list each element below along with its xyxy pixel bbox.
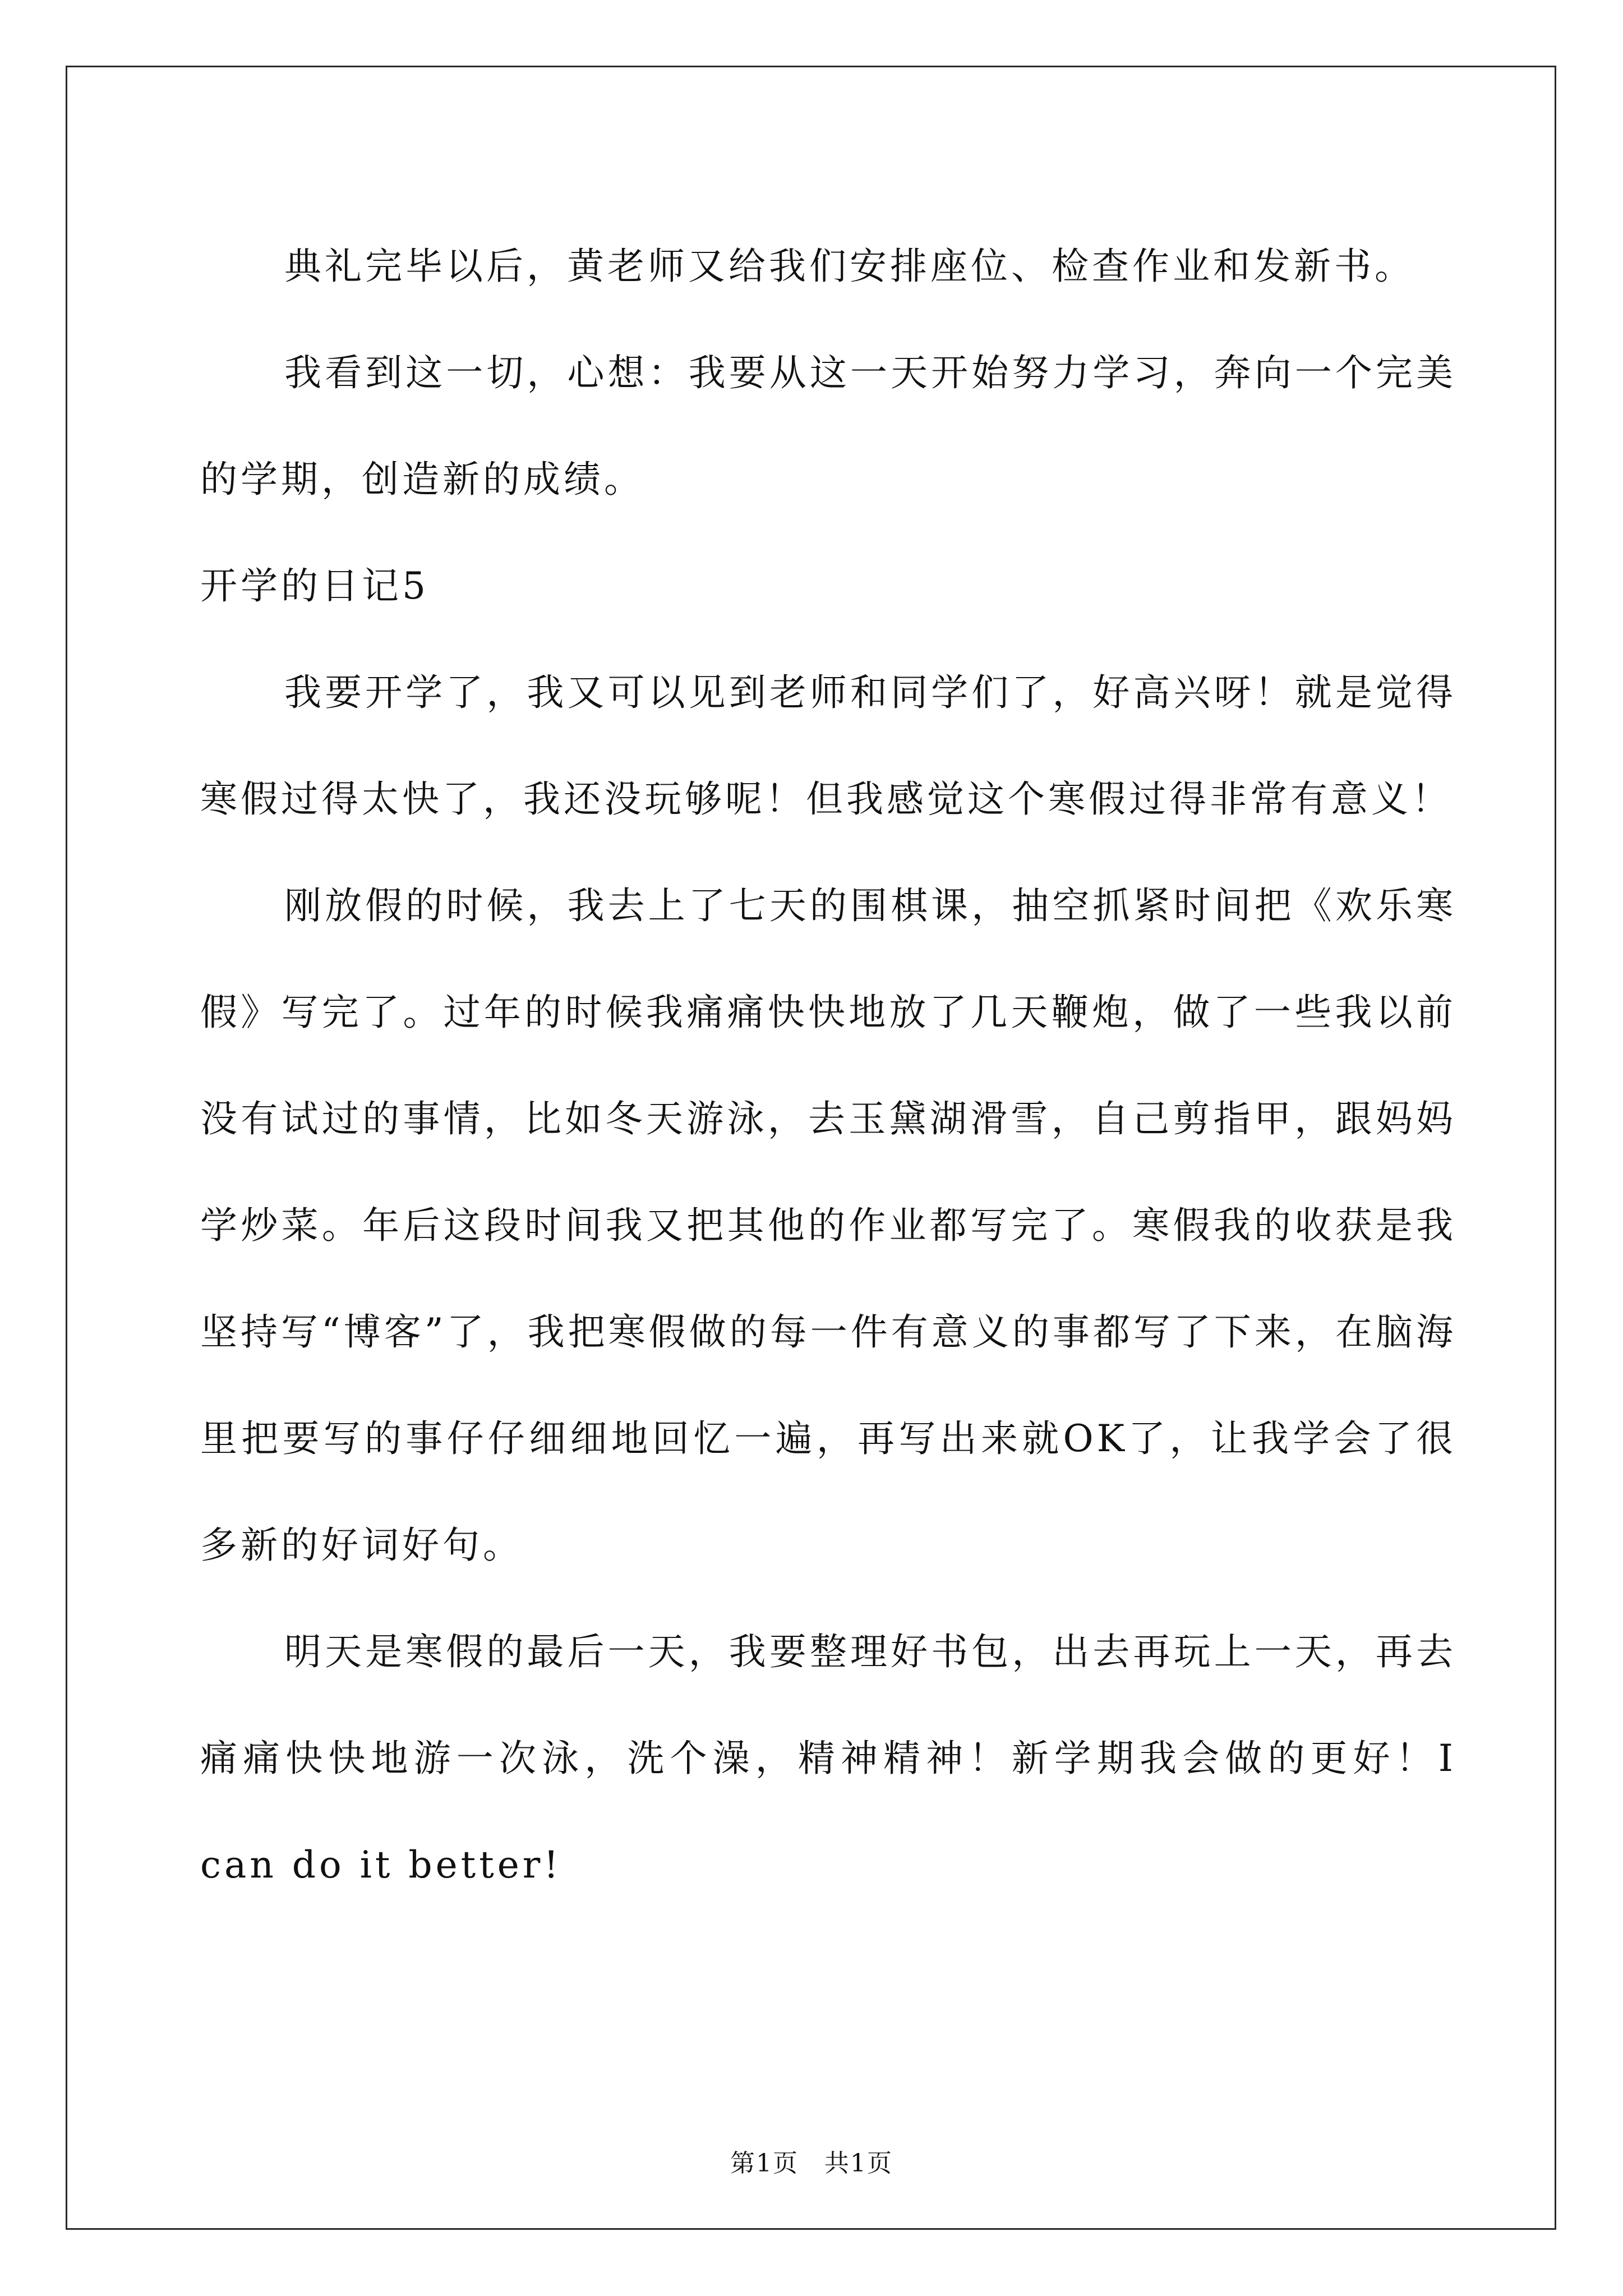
paragraph: 刚放假的时候，我去上了七天的围棋课，抽空抓紧时间把《欢乐寒假》写完了。过年的时候我痛痛快快地放了几天鞭炮，做了一些我以前没有试过的事情，比如冬天游泳，去玉黛湖滑雪，自己剪指甲，跟妈妈学炒菜。年后这段时间我又把其他的作业都写完了。寒假我的收获是我坚持写“博客”了，我把寒假做的每一件有意义的事都写了下来，在脑海里把要写的事仔仔细细地回忆一遍，再写出来就OK了，让我学会了很多新的好词好句。 xyxy=(200,884,1456,1567)
document-body xyxy=(200,213,1456,1918)
paragraph: 典礼完毕以后，黄老师又给我们安排座位、检查作业和发新书。 xyxy=(284,245,1415,288)
paragraph: 明天是寒假的最后一天，我要整理好书包，出去再玩上一天，再去痛痛快快地游一次泳，洗个澡，精神精神！新学期我会做的更好！I can do it better! xyxy=(200,1630,1456,1887)
paragraph: 我要开学了，我又可以见到老师和同学们了，好高兴呀！就是觉得寒假过得太快了，我还没玩够呢！但我感觉这个寒假过得非常有意义！ xyxy=(200,671,1456,821)
paragraph: 我看到这一切，心想：我要从这一天开始努力学习，奔向一个完美的学期，创造新的成绩。 xyxy=(200,351,1456,501)
page-footer: 第1页 共1页 xyxy=(730,2149,893,2178)
section-heading: 开学的日记5 xyxy=(200,564,429,608)
